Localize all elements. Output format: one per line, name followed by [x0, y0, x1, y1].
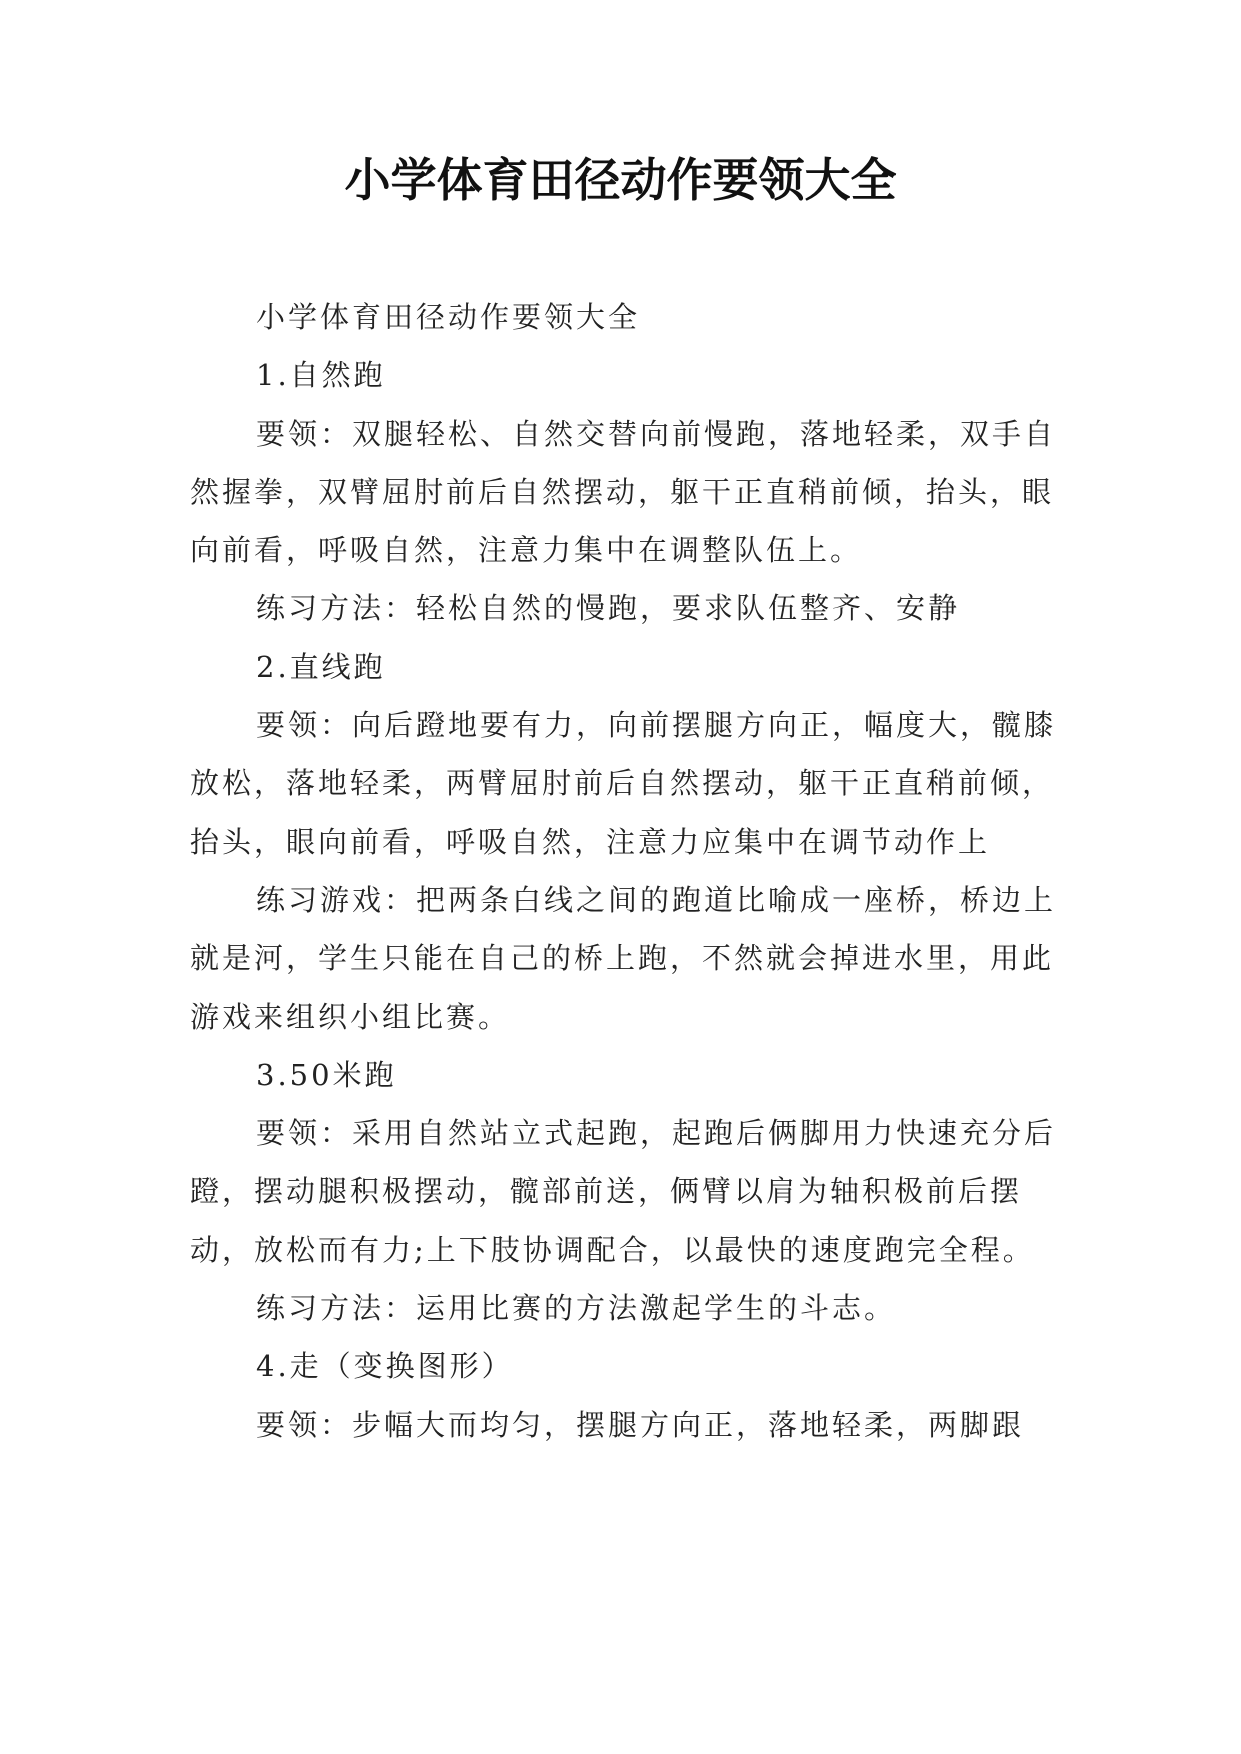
section-heading-natural-run: 1.自然跑	[256, 358, 386, 393]
paragraph-straight-run-essentials: 要领：向后蹬地要有力，向前摆腿方向正，幅度大，髋膝放松，落地轻柔，两臂屈肘前后自然摆动，躯干正直稍前倾，抬头，眼向前看，呼吸自然，注意力应集中在调节动作上	[190, 708, 1057, 859]
paragraph-straight-run-game: 练习游戏：把两条白线之间的跑道比喻成一座桥，桥边上就是河，学生只能在自己的桥上跑，不然就会掉进水里，用此游戏来组织小组比赛。	[190, 882, 1057, 1034]
paragraph-50m-run-essentials: 要领：采用自然站立式起跑，起跑后俩脚用力快速充分后蹬，摆动腿积极摆动，髋部前送，俩臂以肩为轴积极前后摆动，放松而有力;上下肢协调配合，以最快的速度跑完全程。	[190, 1116, 1057, 1267]
paragraph-subtitle: 小学体育田径动作要领大全	[256, 300, 641, 334]
section-heading-50m-run: 3.50米跑	[256, 1057, 397, 1092]
paragraph-natural-run-practice: 练习方法：轻松自然的慢跑，要求队伍整齐、安静	[256, 591, 961, 626]
section-heading-walk: 4.走（变换图形）	[256, 1349, 514, 1384]
paragraph-50m-run-practice: 练习方法：运用比赛的方法激起学生的斗志。	[256, 1291, 897, 1326]
paragraph-walk-essentials: 要领：步幅大而均匀，摆腿方向正，落地轻柔，两脚跟	[256, 1407, 1025, 1442]
paragraph-natural-run-essentials: 要领：双腿轻松、自然交替向前慢跑，落地轻柔，双手自然握拳，双臂屈肘前后自然摆动，躯干正直稍前倾，抬头，眼向前看，呼吸自然，注意力集中在调整队伍上。	[190, 416, 1057, 568]
section-heading-straight-run: 2.直线跑	[256, 649, 386, 684]
document-body	[190, 288, 1060, 1454]
document-title: 小学体育田径动作要领大全	[344, 153, 897, 207]
